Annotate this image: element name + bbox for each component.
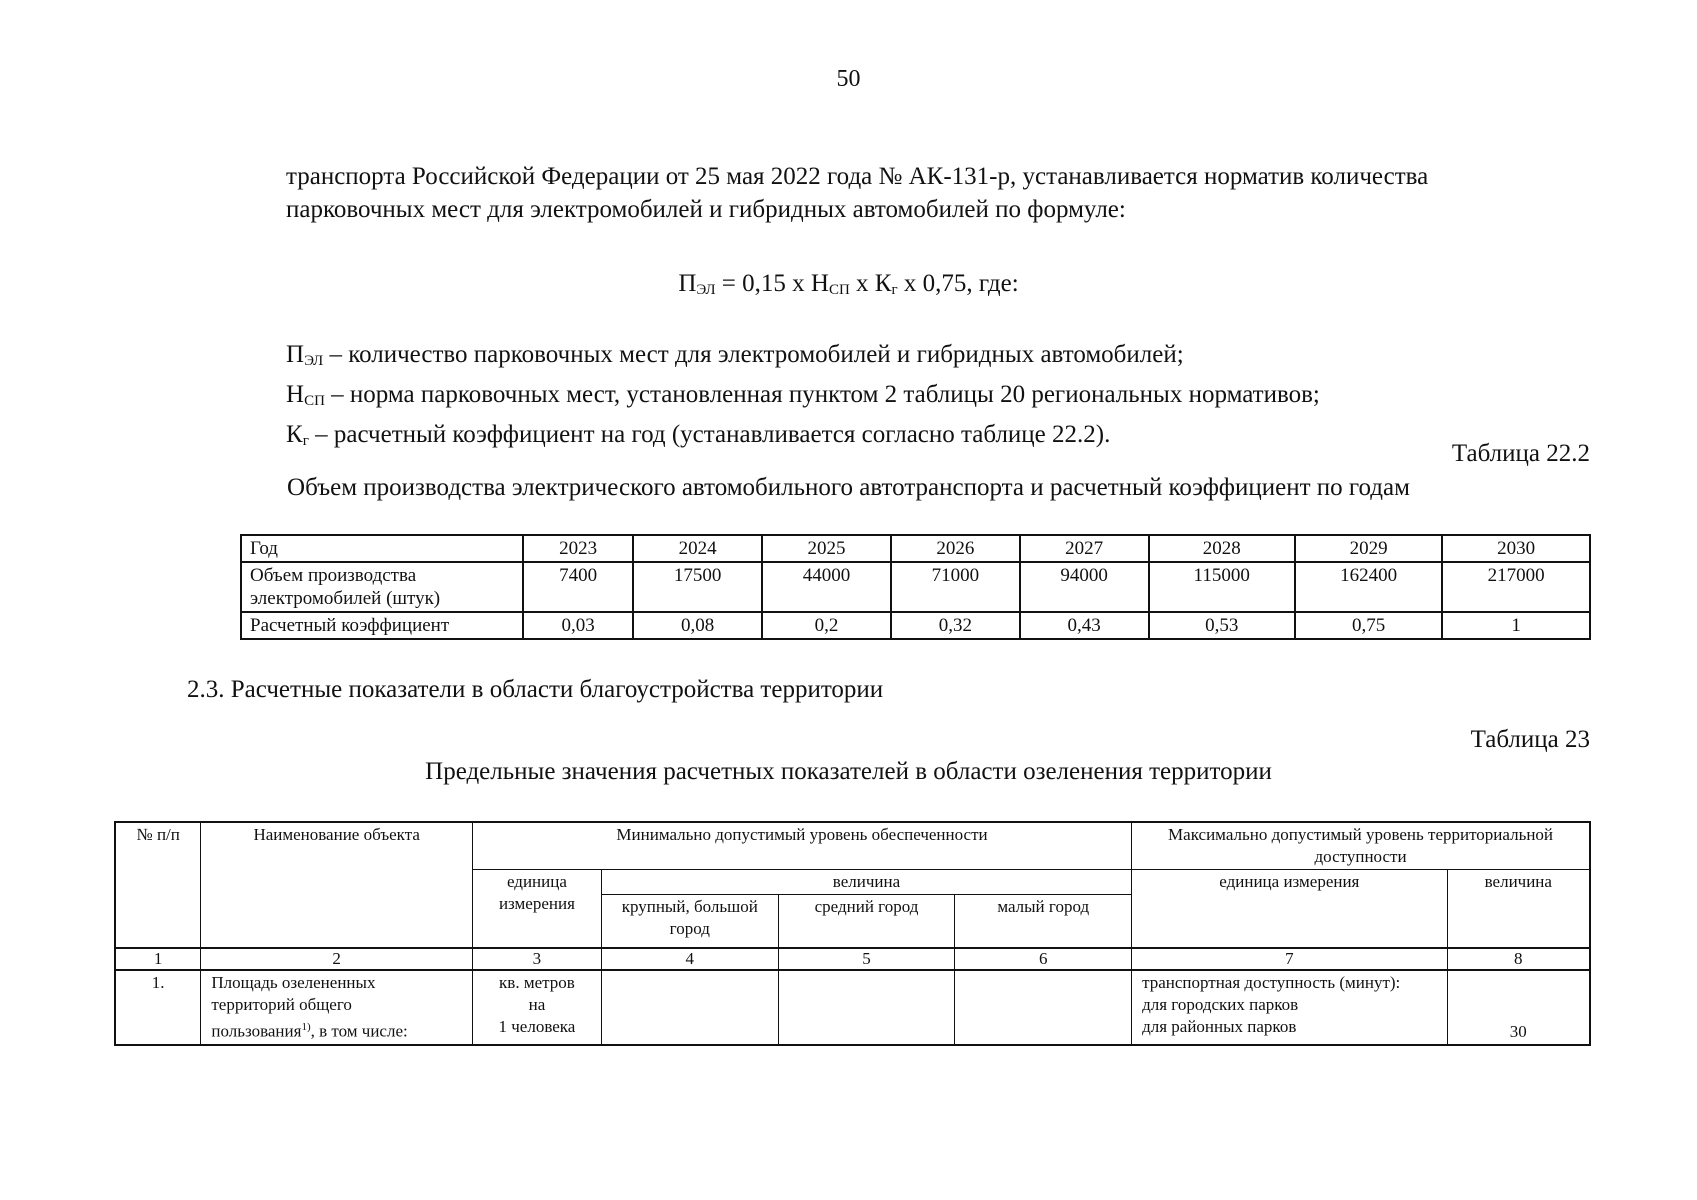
ev-production-table xyxy=(240,534,1591,640)
formula-definitions xyxy=(286,338,1320,458)
row-header: Расчетный коэффициент xyxy=(241,612,523,639)
table-cell: 2024 xyxy=(633,535,762,562)
header-min-level: Минимально допустимый уровень обеспеченности xyxy=(472,822,1131,870)
table-cell: 2027 xyxy=(1020,535,1149,562)
row-object-name: Площадь озелененных территорий общего пользования$^{1)}$, в том числе: xyxy=(201,970,473,1045)
section-heading: 2.3. Расчетные показатели в области благоустройства территории xyxy=(187,676,884,703)
table-row xyxy=(241,535,1590,562)
index-cell: 2 xyxy=(201,948,473,970)
definition-nsp: $Н_{СП}$ – норма парковочных мест, установленная пунктом 2 таблицы 20 региональных нормативов; xyxy=(286,381,1320,409)
header-value-2: величина xyxy=(1447,870,1590,949)
table-row xyxy=(241,612,1590,639)
table-cell: 2029 xyxy=(1295,535,1443,562)
table-row xyxy=(115,970,1590,1045)
table-cell: 162400 xyxy=(1295,562,1443,612)
header-num: № п/п xyxy=(115,822,201,948)
index-cell: 4 xyxy=(601,948,778,970)
header-medium-city: средний город xyxy=(778,895,955,949)
table-cell: 94000 xyxy=(1020,562,1149,612)
table-cell: 217000 xyxy=(1442,562,1590,612)
table-cell: 2030 xyxy=(1442,535,1590,562)
index-cell: 1 xyxy=(115,948,201,970)
row-access-unit: транспортная доступность (минут): для городских парков для районных парков xyxy=(1132,970,1448,1045)
row-num: 1. xyxy=(115,970,201,1045)
table-cell: 71000 xyxy=(891,562,1020,612)
page-number: 50 xyxy=(836,66,861,92)
row-header: Год xyxy=(241,535,523,562)
header-unit-2: единица измерения xyxy=(1132,870,1448,949)
table-23-title: Предельные значения расчетных показателей в области озеленения территории xyxy=(425,758,1272,785)
index-cell: 6 xyxy=(955,948,1132,970)
table-23-label: Таблица 23 xyxy=(1470,726,1590,753)
row-medium-city-value xyxy=(778,970,955,1045)
definition-pel: $П_{ЭЛ}$ – количество парковочных мест для электромобилей и гибридных автомобилей; xyxy=(286,341,1184,369)
header-unit: единица измерения xyxy=(472,870,601,949)
table-cell: 0,03 xyxy=(523,612,633,639)
table-cell: 2028 xyxy=(1149,535,1295,562)
table-cell: 1 xyxy=(1442,612,1590,639)
row-access-value: 30 xyxy=(1447,970,1590,1045)
index-row xyxy=(115,948,1590,970)
definition-kg: $К_г$ – расчетный коэффициент на год (устанавливается согласно таблице 22.2). xyxy=(286,421,1111,449)
table-cell: 0,43 xyxy=(1020,612,1149,639)
header-small-city: малый город xyxy=(955,895,1132,949)
table-cell: 0,2 xyxy=(762,612,891,639)
row-large-city-value xyxy=(601,970,778,1045)
row-small-city-value xyxy=(955,970,1132,1045)
intro-line-2: парковочных мест для электромобилей и гибридных автомобилей по формуле: xyxy=(286,196,1126,223)
table-cell: 7400 xyxy=(523,562,633,612)
table-cell: 0,08 xyxy=(633,612,762,639)
table-22-2-title: Объем производства электрического автомобильного автотранспорта и расчетный коэффициент по годам xyxy=(287,474,1410,501)
header-large-city: крупный, большой город xyxy=(601,895,778,949)
header-value: величина xyxy=(601,870,1131,895)
table-header-row xyxy=(115,822,1590,870)
index-cell: 3 xyxy=(472,948,601,970)
table-22-2-label: Таблица 22.2 xyxy=(1451,440,1590,467)
table-row xyxy=(241,562,1590,612)
header-max-access: Максимально допустимый уровень территориальной доступности xyxy=(1132,822,1590,870)
table-cell: 44000 xyxy=(762,562,891,612)
table-cell: 2026 xyxy=(891,535,1020,562)
table-cell: 0,75 xyxy=(1295,612,1443,639)
table-cell: 2025 xyxy=(762,535,891,562)
formula: $П_{ЭЛ} = 0,15$ х $Н_{СП}$ х $К_г$ х 0,75, где: xyxy=(678,270,1019,298)
table-cell: 0,32 xyxy=(891,612,1020,639)
table-cell: 115000 xyxy=(1149,562,1295,612)
row-header: Объем производства электромобилей (штук) xyxy=(241,562,523,612)
index-cell: 7 xyxy=(1132,948,1448,970)
row-unit: кв. метров на 1 человека xyxy=(472,970,601,1045)
index-cell: 8 xyxy=(1447,948,1590,970)
table-cell: 0,53 xyxy=(1149,612,1295,639)
header-name: Наименование объекта xyxy=(201,822,473,948)
table-cell: 17500 xyxy=(633,562,762,612)
greening-indicators-table xyxy=(114,821,1591,1046)
intro-line-1: транспорта Российской Федерации от 25 мая 2022 года № АК-131-р, устанавливается норматив количества xyxy=(286,163,1429,190)
index-cell: 5 xyxy=(778,948,955,970)
intro-paragraph xyxy=(286,160,1596,226)
table-cell: 2023 xyxy=(523,535,633,562)
